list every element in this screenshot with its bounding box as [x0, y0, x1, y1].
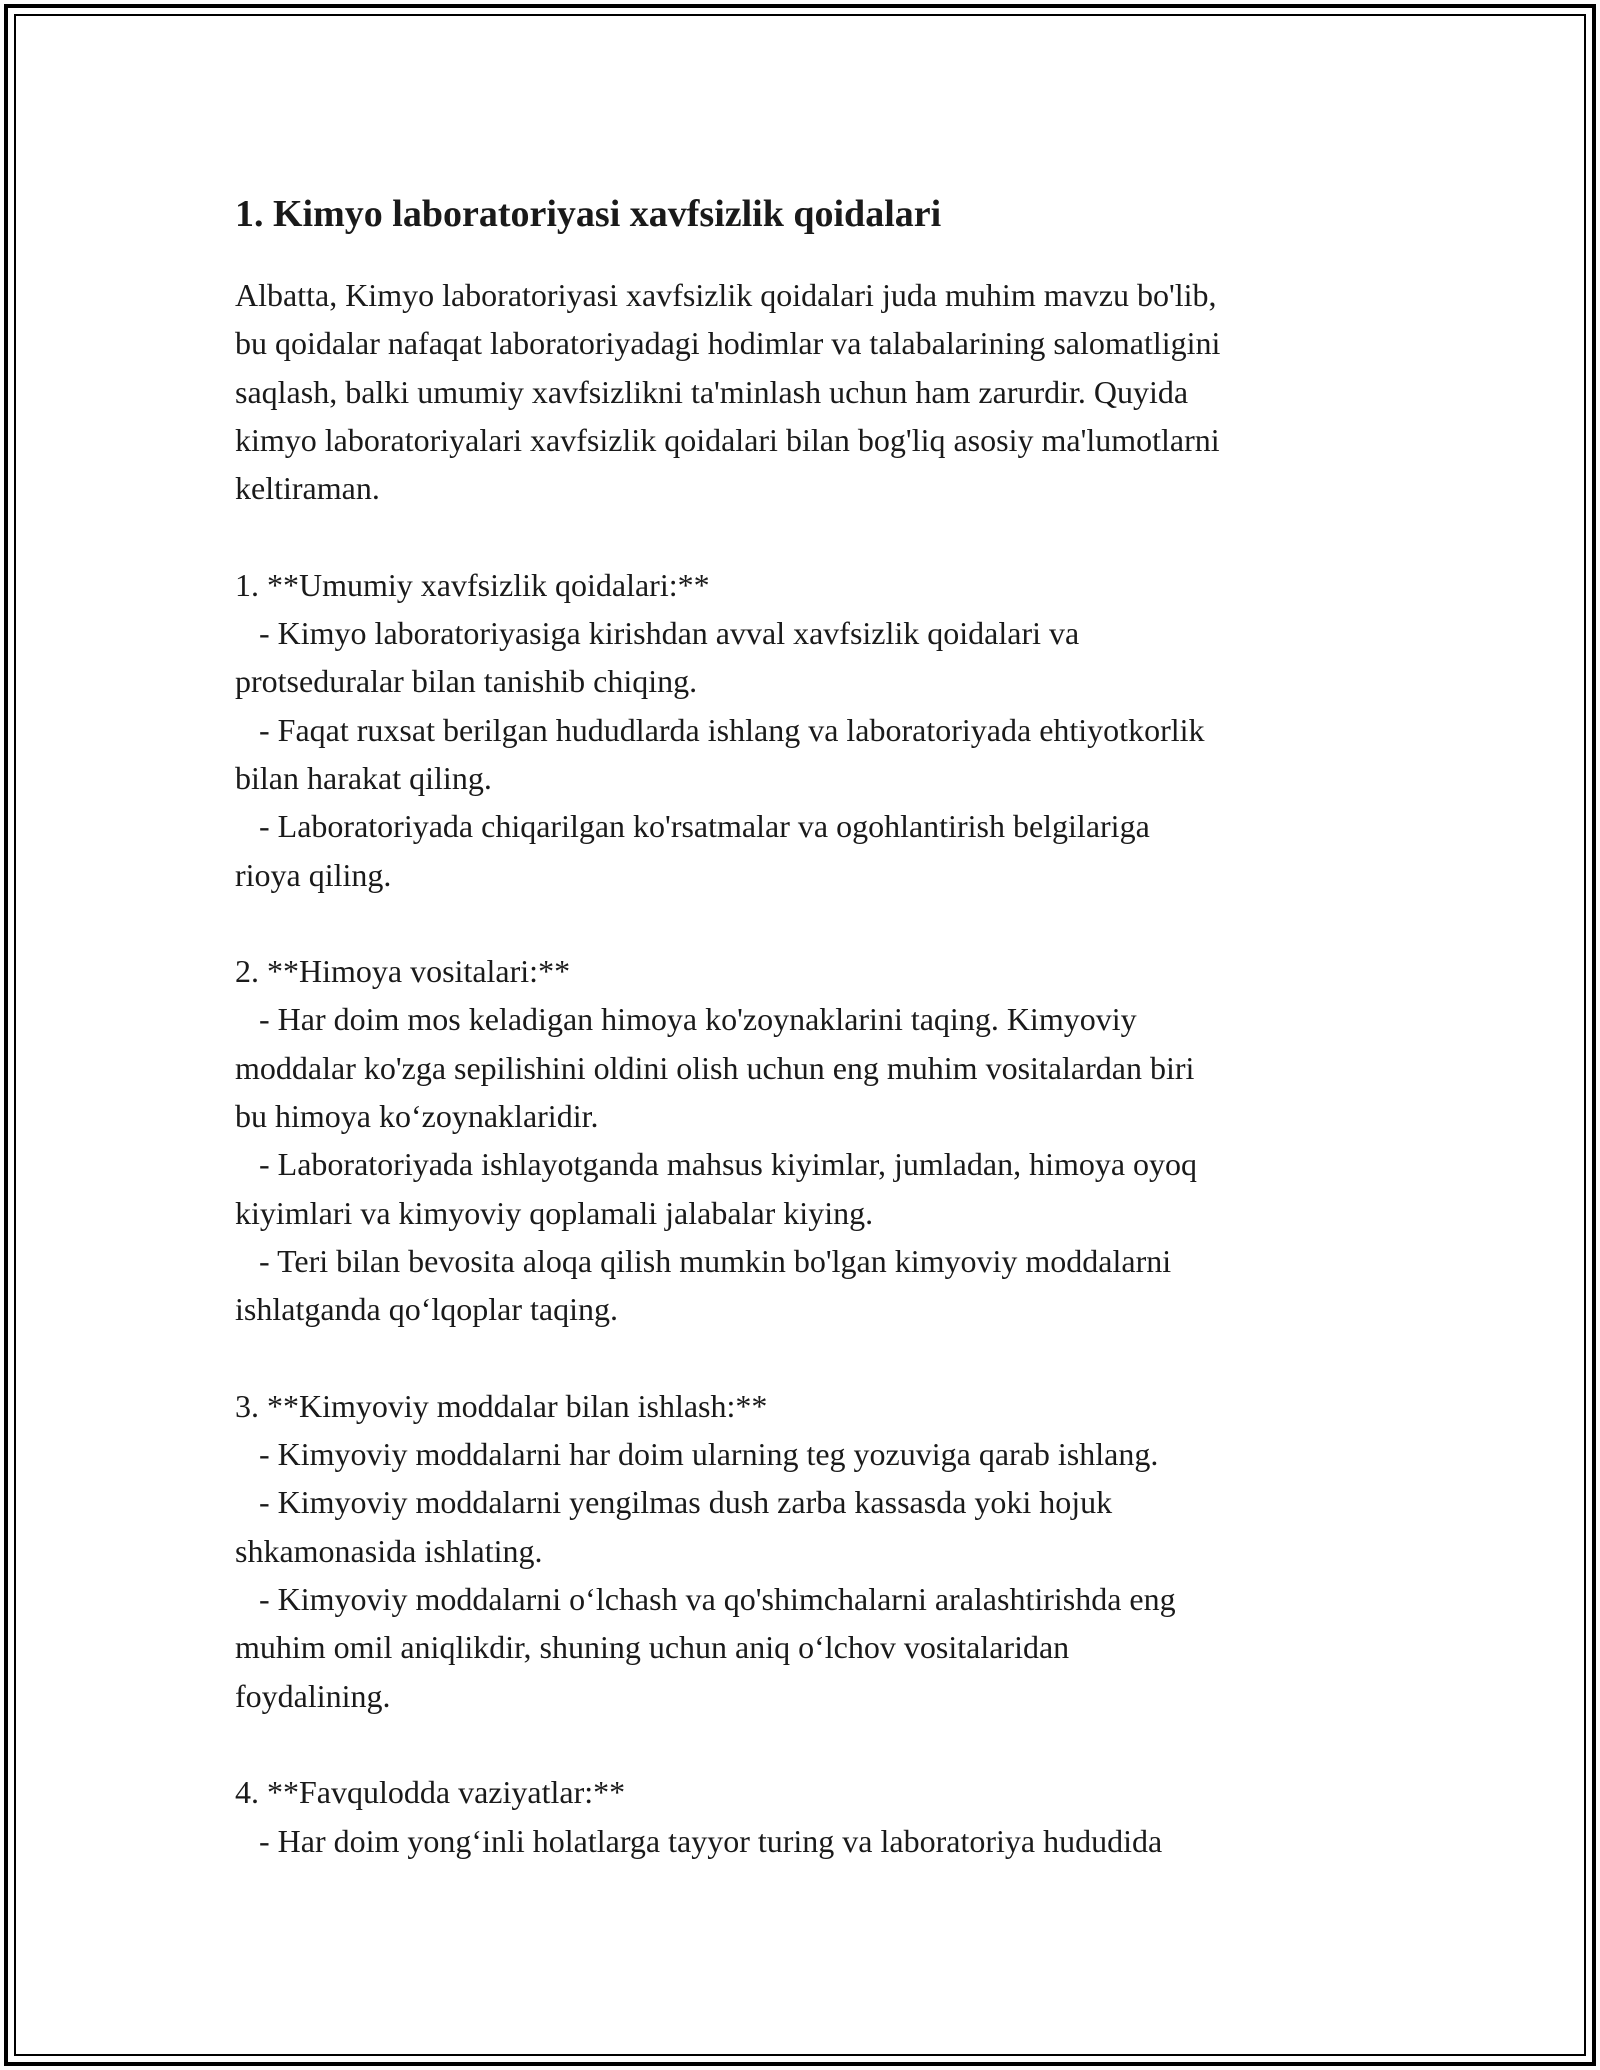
text-line: - Kimyo laboratoriyasiga kirishdan avval xavfsizlik qoidalari va [235, 615, 1080, 652]
text-line: - Laboratoriyada chiqarilgan ko'rsatmalar va ogohlantirish belgilariga [235, 808, 1150, 845]
text-line: protseduralar bilan tanishib chiqing. [235, 663, 698, 700]
text-line [235, 1720, 1385, 1768]
document-body [235, 271, 1385, 1865]
text-line: rioya qiling. [235, 856, 392, 893]
text-line: kimyo laboratoriyalari xavfsizlik qoidalari bilan bog'liq asosiy ma'lumotlarni [235, 421, 1220, 458]
text-line: - Teri bilan bevosita aloqa qilish mumkin bo'lgan kimyoviy moddalarni [235, 1242, 1172, 1279]
text-line: 1. **Umumiy xavfsizlik qoidalari:** [235, 566, 710, 603]
text-line: shkamonasida ishlating. [235, 1532, 543, 1569]
text-line: bu qoidalar nafaqat laboratoriyadagi hodimlar va talabalarining salomatligini [235, 325, 1221, 362]
text-line: - Har doim yong‘inli holatlarga tayyor turing va laboratoriya hududida [235, 1822, 1163, 1859]
text-line: 2. **Himoya vositalari:** [235, 953, 571, 990]
text-line: bu himoya ko‘zoynaklaridir. [235, 1098, 599, 1135]
text-line: moddalar ko'zga sepilishini oldini olish uchun eng muhim vositalardan biri [235, 1049, 1195, 1086]
text-line: muhim omil aniqlikdir, shuning uchun aniq o‘lchov vositalaridan [235, 1629, 1070, 1666]
text-line: ishlatganda qo‘lqoplar taqing. [235, 1291, 619, 1328]
text-line: 3. **Kimyoviy moddalar bilan ishlash:** [235, 1387, 768, 1424]
text-line: bilan harakat qiling. [235, 759, 492, 796]
text-line: - Laboratoriyada ishlayotganda mahsus kiyimlar, jumladan, himoya oyoq [235, 1146, 1198, 1183]
text-line: saqlash, balki umumiy xavfsizlikni ta'minlash uchun ham zarurdir. Quyida [235, 373, 1189, 410]
text-line: - Faqat ruxsat berilgan hududlarda ishlang va laboratoriyada ehtiyotkorlik [235, 711, 1205, 748]
text-line: Albatta, Kimyo laboratoriyasi xavfsizlik qoidalari juda muhim mavzu bo'lib, [235, 277, 1217, 313]
text-line [235, 899, 1385, 947]
text-line: - Kimyoviy moddalarni o‘lchash va qo'shimchalarni aralashtirishda eng [235, 1581, 1176, 1618]
text-line: - Kimyoviy moddalarni har doim ularning teg yozuviga qarab ishlang. [235, 1436, 1159, 1473]
text-line: keltiraman. [235, 470, 380, 507]
document-title: 1. Kimyo laboratoriyasi xavfsizlik qoidalari [235, 193, 942, 235]
text-line [235, 512, 1385, 560]
text-line: - Kimyoviy moddalarni yengilmas dush zarba kassasda yoki hojuk [235, 1484, 1113, 1521]
text-line: 4. **Favqulodda vaziyatlar:** [235, 1774, 626, 1811]
document-content [235, 185, 1385, 1865]
text-line: foydalining. [235, 1677, 391, 1714]
text-line: kiyimlari va kimyoviy qoplamali jalabalar kiying. [235, 1194, 874, 1231]
text-line: - Har doim mos keladigan himoya ko'zoynaklarini taqing. Kimyoviy [235, 1001, 1137, 1038]
text-line [235, 1334, 1385, 1382]
